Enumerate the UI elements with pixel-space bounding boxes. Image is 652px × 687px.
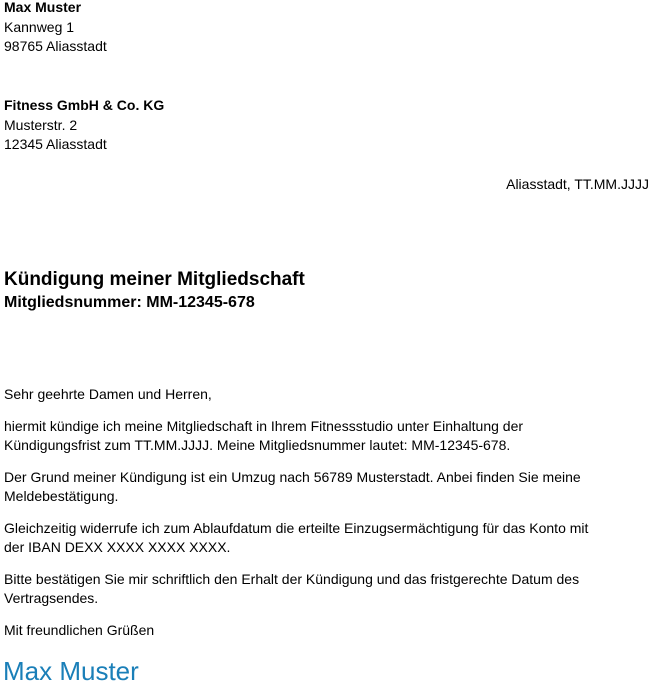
member-number: Mitgliedsnummer: MM-12345-678 [4,294,255,311]
date-line: Aliasstadt, TT.MM.JJJJ [506,176,649,192]
sender-city: 98765 Aliasstadt [4,38,107,54]
paragraph-line: Meldebestätigung. [4,488,119,504]
recipient-street: Musterstr. 2 [4,116,78,133]
sender-name: Max Muster [4,0,82,15]
paragraph-revocation [4,519,624,558]
salutation [4,385,624,405]
paragraph-line: der IBAN DEXX XXXX XXXX XXXX. [4,539,231,555]
recipient-name: Fitness GmbH & Co. KG [4,97,165,113]
closing [4,621,624,641]
recipient-city: 12345 Aliasstadt [4,136,107,152]
sender-address [4,0,648,57]
paragraph-line: Der Grund meiner Kündigung ist ein Umzug nach 56789 Musterstadt. Anbei finden Sie meine [4,468,581,485]
subject-block [4,268,648,314]
paragraph-line: Gleichzeitig widerrufe ich zum Ablaufdatum die erteilte Einzugsermächtigung für das Konto mit [4,519,589,536]
paragraph-termination [4,417,624,456]
subject-title: Kündigung meiner Mitgliedschaft [4,269,305,290]
closing-text: Mit freundlichen Grüßen [4,621,155,638]
paragraph-reason [4,468,624,507]
signature: Max Muster [3,656,139,686]
salutation-text: Sehr geehrte Damen und Herren, [4,386,212,402]
paragraph-line: hiermit kündige ich meine Mitgliedschaft in Ihrem Fitnessstudio unter Einhaltung der [4,417,524,434]
sender-street: Kannweg 1 [4,18,75,35]
paragraph-line: Kündigungsfrist zum TT.MM.JJJJ. Meine Mitgliedsnummer lautet: MM-12345-678. [4,437,511,453]
letter-body [4,385,648,652]
paragraph-line: Vertragsendes. [4,590,99,606]
recipient-address [4,96,648,155]
paragraph-confirmation [4,570,624,609]
paragraph-line: Bitte bestätigen Sie mir schriftlich den Erhalt der Kündigung und das fristgerechte Datum des [4,570,580,587]
